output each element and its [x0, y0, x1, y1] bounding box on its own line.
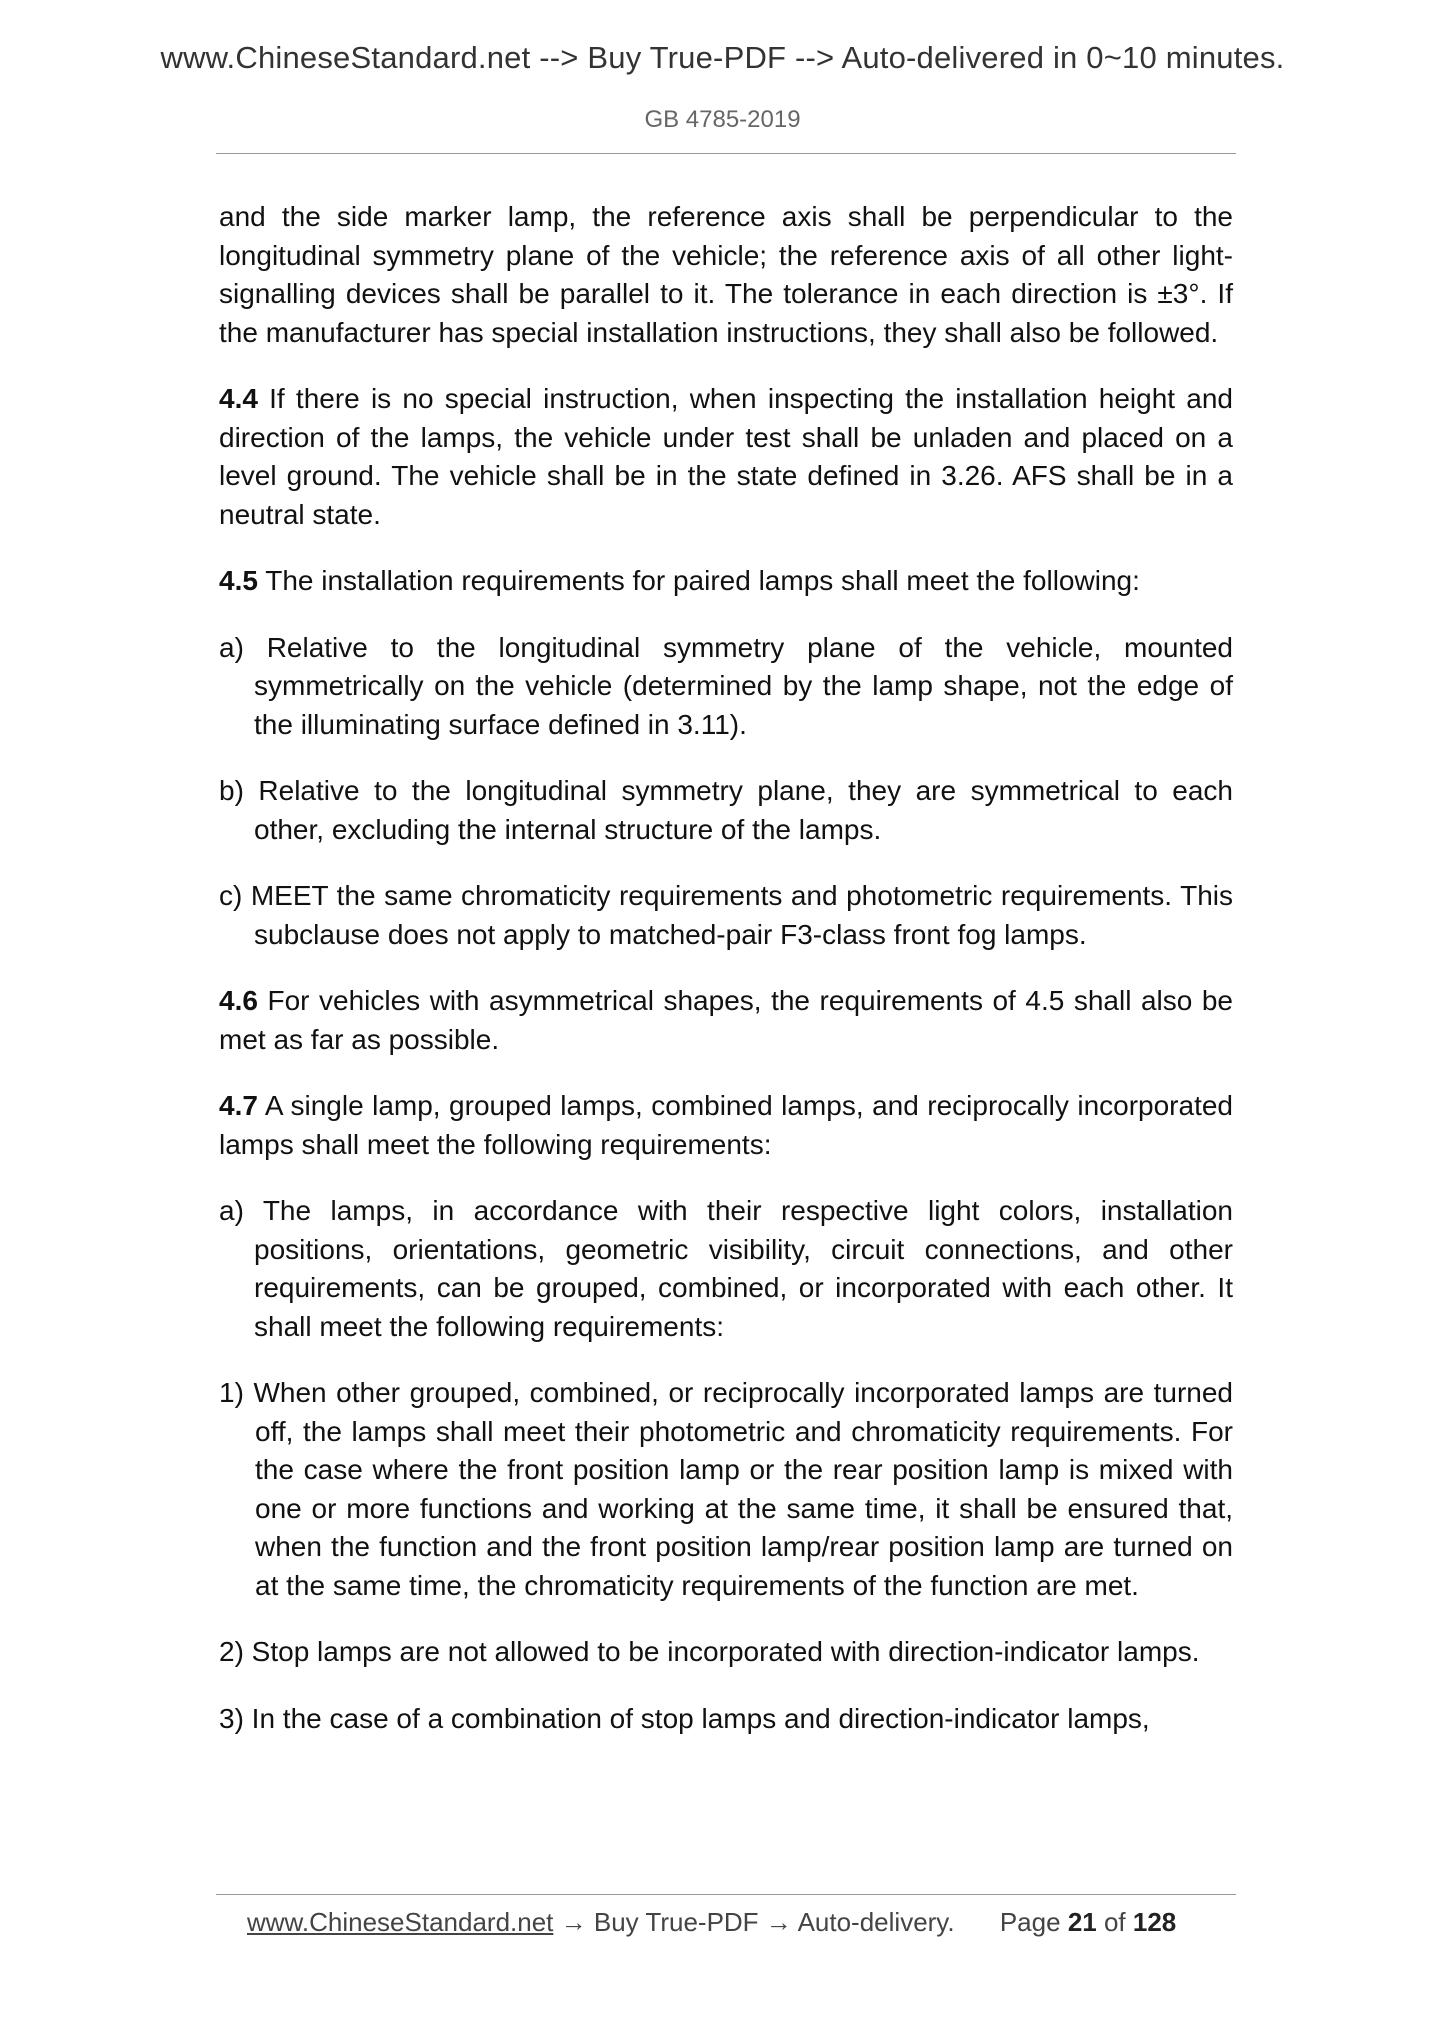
clause-4-4 — [219, 380, 1233, 534]
page-footer — [247, 1907, 1176, 1938]
clause-4-5 — [219, 562, 1233, 601]
clause-number: 4.6 — [219, 985, 258, 1016]
clause-text: For vehicles with asymmetrical shapes, the requirements of 4.5 shall also be met as far as possible. — [219, 985, 1233, 1055]
sub-item-4-7-a-2: 2) Stop lamps are not allowed to be incorporated with direction-indicator lamps. — [219, 1636, 1200, 1667]
page-content — [219, 198, 1233, 1766]
of-label: of — [1103, 1907, 1126, 1937]
sub-item-4-7-a-3: 3) In the case of a combination of stop lamps and direction-indicator lamps, — [219, 1702, 1150, 1734]
clause-4-6 — [219, 982, 1233, 1059]
clause-number: 4.4 — [219, 383, 258, 414]
clause-text: The installation requirements for paired lamps shall meet the following: — [257, 565, 1140, 596]
footer-divider — [216, 1894, 1236, 1895]
document-code: GB 4785-2019 — [644, 106, 801, 133]
footer-link[interactable]: www.ChineseStandard.net — [247, 1907, 554, 1937]
page-total: 128 — [1132, 1907, 1177, 1937]
clause-number: 4.5 — [219, 565, 258, 596]
clause-4-7 — [219, 1087, 1233, 1164]
header-banner: www.ChineseStandard.net --> Buy True-PDF --> Auto-delivered in 0~10 minutes. — [160, 40, 1285, 75]
page-number: 21 — [1067, 1907, 1097, 1937]
list-item-4-7-a: a) The lamps, in accordance with their respective light colors, installation positions, orientations, geometric visibility, circuit connections, and other requirements, can be grouped, combined, or incorporated with each other. It shall meet the following requirements: — [219, 1195, 1233, 1342]
sub-item-4-7-a-1: 1) When other grouped, combined, or reciprocally incorporated lamps are turned off, the lamps shall meet their photometric and chromaticity requirements. For the case where the front position lamp or the rear position lamp is mixed with one or more functions and working at the same time, it shall be ensured that, when the function and the front position lamp/rear position lamp are turned on at the same time, the chromaticity requirements of the function are met. — [219, 1377, 1233, 1601]
clause-number: 4.7 — [219, 1090, 258, 1121]
paragraph-continuation: and the side marker lamp, the reference axis shall be perpendicular to the longitudinal symmetry plane of the vehicle; the reference axis of all other light-signalling devices shall be parallel to it. The tolerance in each direction is ±3°. If the manufacturer has special installation instructions, they shall also be followed. — [219, 201, 1233, 348]
header-divider — [216, 153, 1236, 154]
clause-text: A single lamp, grouped lamps, combined lamps, and reciprocally incorporated lamps shall meet the following requirements: — [219, 1090, 1233, 1160]
list-item-4-5-a: a) Relative to the longitudinal symmetry plane of the vehicle, mounted symmetrically on the vehicle (determined by the lamp shape, not the edge of the illuminating surface defined in 3.11). — [219, 631, 1233, 740]
clause-text: If there is no special instruction, when inspecting the installation height and direction of the lamps, the vehicle under test shall be unladen and placed on a level ground. The vehicle shall be in the state defined in 3.26. AFS shall be in a neutral state. — [219, 383, 1233, 530]
list-item-4-5-b: b) Relative to the longitudinal symmetry plane, they are symmetrical to each other, excluding the internal structure of the lamps. — [219, 775, 1233, 845]
footer-text: → Buy True-PDF → Auto-delivery. — [553, 1907, 955, 1937]
page-label: Page — [999, 1907, 1061, 1937]
list-item-4-5-c: c) MEET the same chromaticity requirements and photometric requirements. This subclause does not apply to matched-pair F3-class front fog lamps. — [219, 880, 1233, 950]
